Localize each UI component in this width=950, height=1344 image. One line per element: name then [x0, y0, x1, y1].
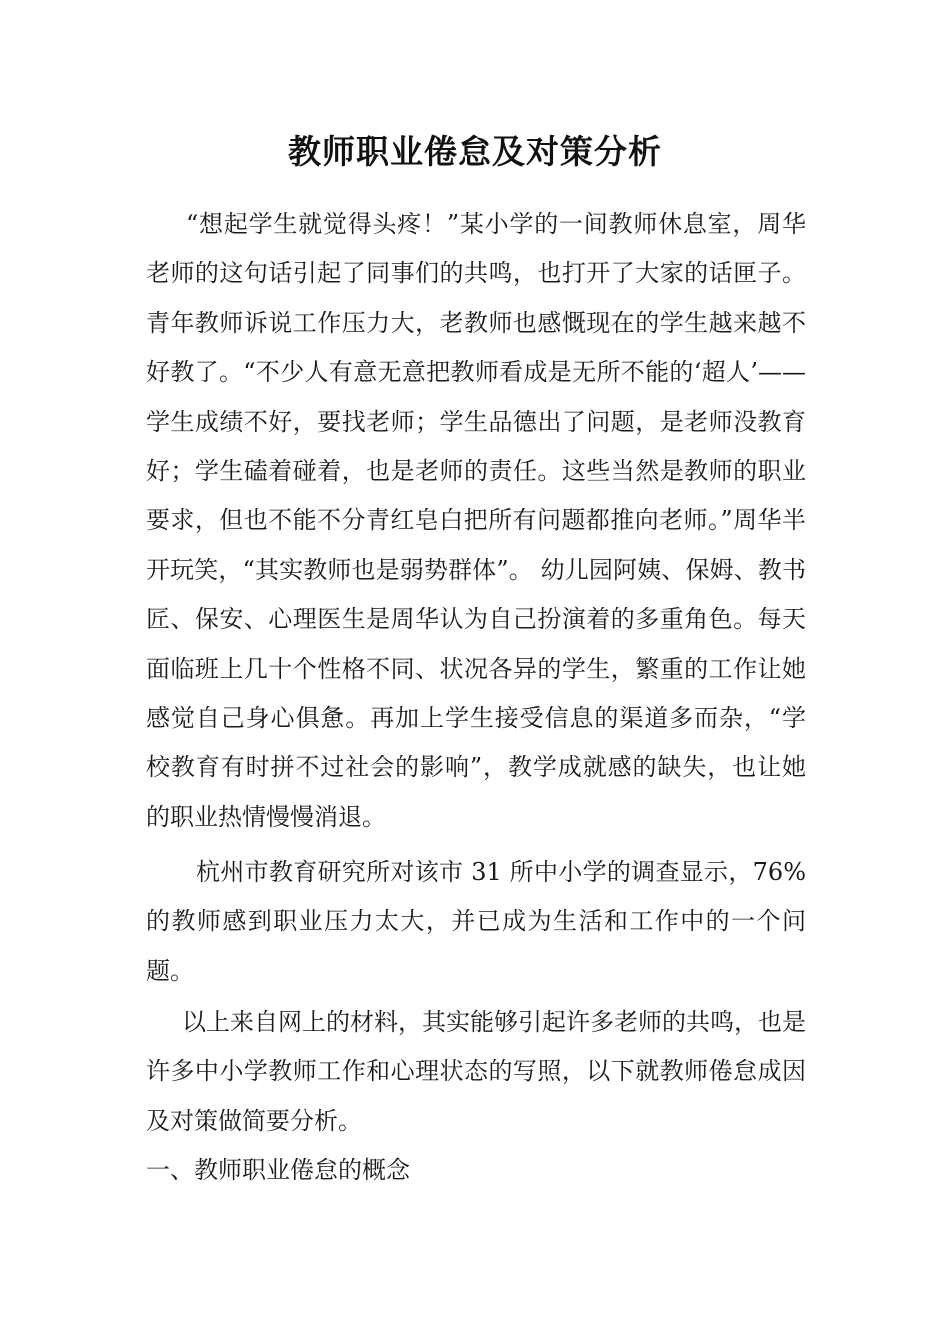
document-title: 教师职业倦怠及对策分析 [288, 132, 662, 171]
paragraph-purpose: 以上来自网上的材料，其实能够引起许多老师的共鸣，也是许多中小学教师工作和心理状态的写照，以下就教师倦怠成因及对策做简要分析。 [146, 1008, 806, 1135]
paragraph-survey-result: 杭州市教育研究所对该市 31 所中小学的调查显示，76%的教师感到职业压力太大，并已成为生活和工作中的一个问题。 [146, 858, 806, 985]
paragraph-intro-anecdote: “想起学生就觉得头疼！”某小学的一间教师休息室，周华老师的这句话引起了同事们的共鸣，也打开了大家的话匣子。青年教师诉说工作压力大，老教师也感慨现在的学生越来越不好教了。“不少人有意无意把教师看成是无所不能的‘超人’——学生成绩不好，要找老师；学生品德出了问题，是老师没教育好；学生磕着碰着，也是老师的责任。这些当然是教师的职业要求，但也不能不分青红皂白把所有问题都推向老师。”周华半开玩笑，“其实教师也是弱势群体”。 幼儿园阿姨、保姆、教书匠、保安、心理医生是周华认为自己扮演着的多重角色。每天面临班上几十个性格不同、状况各异的学生，繁重的工作让她感觉自己身心俱惫。再加上学生接受信息的渠道多而杂，“学校教育有时拼不过社会的影响”，教学成就感的缺失，也让她的职业热情慢慢消退。 [146, 210, 806, 831]
section-heading: 一、教师职业倦怠的概念 [146, 1156, 410, 1184]
